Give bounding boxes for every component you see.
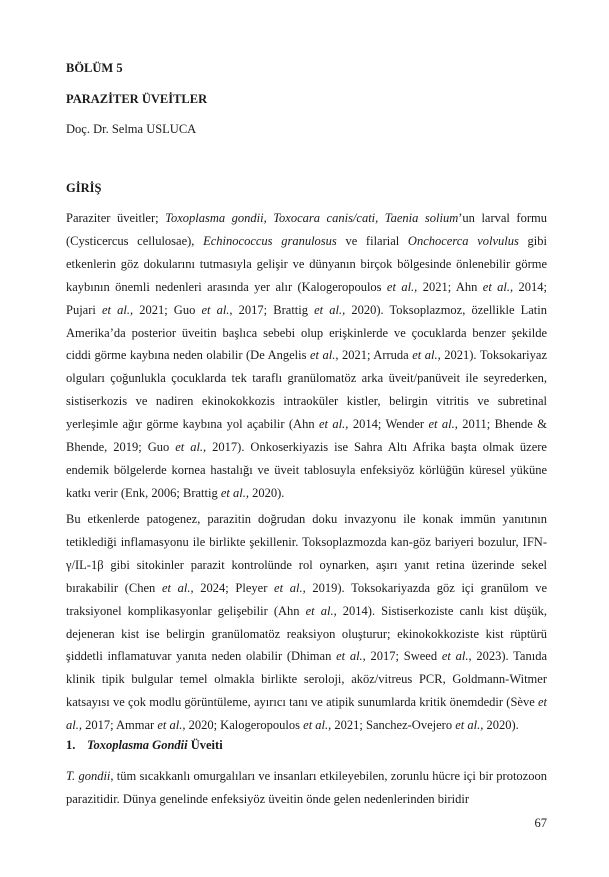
section-title-rest: Üveiti	[187, 738, 223, 752]
text-run: Paraziter üveitler;	[66, 211, 166, 225]
text-run: 2017; Ammar	[81, 718, 158, 733]
text-run: 2017; Brattig	[232, 302, 315, 317]
italic-text: T. gondii	[66, 769, 111, 783]
italic-text: Echinococcus granulosus	[203, 233, 337, 248]
italic-text: et al.,	[175, 440, 207, 455]
italic-text: et al.,	[161, 580, 194, 595]
text-run: 2020; Kalogeropoulos	[185, 718, 304, 733]
italic-text: et al.,	[412, 348, 441, 363]
text-run: ’un larval formu (Cysticercus cellulosae),	[66, 211, 547, 248]
italic-text: et al.,	[101, 302, 134, 317]
italic-text: et al.,	[305, 603, 337, 618]
text-run: 2017; Sweed	[365, 649, 442, 664]
page-number: 67	[534, 816, 547, 830]
text-run: 2023). Tanıda klinik tipik bulgular temel olmakla birlikte seroloji, aköz/vitreus PCR, Goldmann-Witmer katsayısı ve çok modlu görüntüleme, ayırıcı tanı ve atipik sunumlarda kritik önemdedir (Sève	[66, 649, 547, 710]
text-run: 2017). Onkoserkiyazis ise Sahra Altı Afrika başta olmak üzere endemik bölgelerde kornea hastalığı ve üveit tablosuyla enfeksiyöz körlüğün küresel yüküne katkı verir (Enk, 2006; Brattig	[66, 440, 547, 500]
text-run: 2021; Ahn	[417, 279, 483, 294]
italic-text: et al.,	[274, 580, 306, 595]
text-run: 2020).	[483, 718, 519, 733]
text-run: 2014). Sistiserkoziste canlı kist düşük, dejeneran kist ise belirgin granülomatöz reaksiyon oluşturur; ekinokokkoziste kist rüptürü şiddetli inflamatuvar yanıta neden olabilir (Dhiman	[66, 603, 548, 664]
italic-text: et al.,	[314, 302, 346, 317]
italic-text: et al.,	[336, 649, 366, 664]
section-paragraph-1	[66, 765, 547, 811]
text-run: 2021; Guo	[133, 302, 202, 317]
text-run: ve filarial	[336, 233, 408, 248]
italic-text: et al.,	[157, 718, 186, 733]
italic-text: et al.,	[66, 695, 547, 733]
section-number: 1.	[66, 738, 76, 752]
text-run: gibi etkenlerin göz dokularını tutmasıyla gelişir ve dünyanın birçok bölgesinde önlenebilir görme kaybının önemli nedenleri arasında yer alır (Kalogeropoulos	[66, 233, 547, 294]
text-run: 2021). Toksokariyaz olguları çoğunlukla çocuklarda tek taraflı granülomatöz arka üveit/panüveit ile seyrederken, sistiserkozis ve nadiren ekinokokkozis intraoküler kistler, belirgin vitritis ve subretinal yerleşimle ağır görme kaybına yol açabilir (Ahn	[66, 348, 547, 432]
section-heading	[66, 738, 223, 753]
intro-heading: GİRİŞ	[66, 181, 102, 195]
italic-text: et al.,	[319, 417, 349, 432]
chapter-title: PARAZİTER ÜVEİTLER	[66, 92, 208, 106]
text-run: , tüm sıcakkanlı omurgalıları ve insanları etkileyebilen, zorunlu hücre içi bir protozoon parazitidir. Dünya genelinde enfeksiyöz üveitin önde gelen nedenlerinden biridir	[66, 769, 547, 806]
italic-text: et al.,	[482, 279, 514, 294]
text-run: 2024; Pleyer	[193, 580, 275, 595]
intro-paragraph-1	[66, 207, 547, 505]
italic-text: et al.,	[455, 718, 484, 733]
text-run: 2020). Toksoplazmoz, özellikle Latin Amerika’da posterior üveitin başlıca sebebi olup erişkinlerde ve çocuklarda benzer şekilde ciddi görme kaybına neden olabilir (De Angelis	[66, 302, 547, 363]
text-run: Bu etkenlerde patogenez, parazitin doğrudan doku invazyonu ile konak immün yanıtının tetiklediği inflamasyonu ile birlikte şekillenir. Toksoplazmozda kan-göz bariyeri bozulur, IFN-γ/IL-1β gibi sitokinler parazit kontrolünde rol oynarken, aşırı yanıt retina üzerinde sekel bırakabilir (Chen	[66, 512, 547, 595]
text-run: 2020).	[248, 485, 285, 500]
italic-text: Toxoplasma gondii, Toxocara canis/cati, Taenia solium	[165, 211, 459, 225]
intro-paragraph-2	[66, 508, 547, 737]
italic-text: et al.,	[441, 649, 472, 664]
italic-text: et al.,	[201, 302, 233, 317]
italic-text: et al.,	[309, 348, 339, 363]
section-title-italic: Toxoplasma Gondii	[87, 738, 188, 752]
text-run: 2021; Arruda	[338, 348, 413, 363]
text-run: 2014; Wender	[348, 417, 429, 432]
italic-text: Onchocerca volvulus	[407, 233, 519, 248]
italic-text: et al.,	[428, 417, 458, 432]
text-run: 2014; Pujari	[66, 279, 548, 317]
text-run: 2019). Toksokariyazda göz içi granülom ve traksiyonel komplikasyonlar gelişebilir (Ahn	[66, 580, 547, 618]
text-run: 2011; Bhende & Bhende, 2019; Guo	[66, 417, 547, 455]
italic-text: et al.,	[386, 279, 418, 294]
chapter-label: BÖLÜM 5	[66, 61, 123, 75]
author-name: Doç. Dr. Selma USLUCA	[66, 122, 197, 136]
text-run: 2021; Sanchez-Ovejero	[331, 718, 456, 733]
italic-text: et al.,	[220, 485, 249, 500]
italic-text: et al.,	[303, 718, 332, 733]
